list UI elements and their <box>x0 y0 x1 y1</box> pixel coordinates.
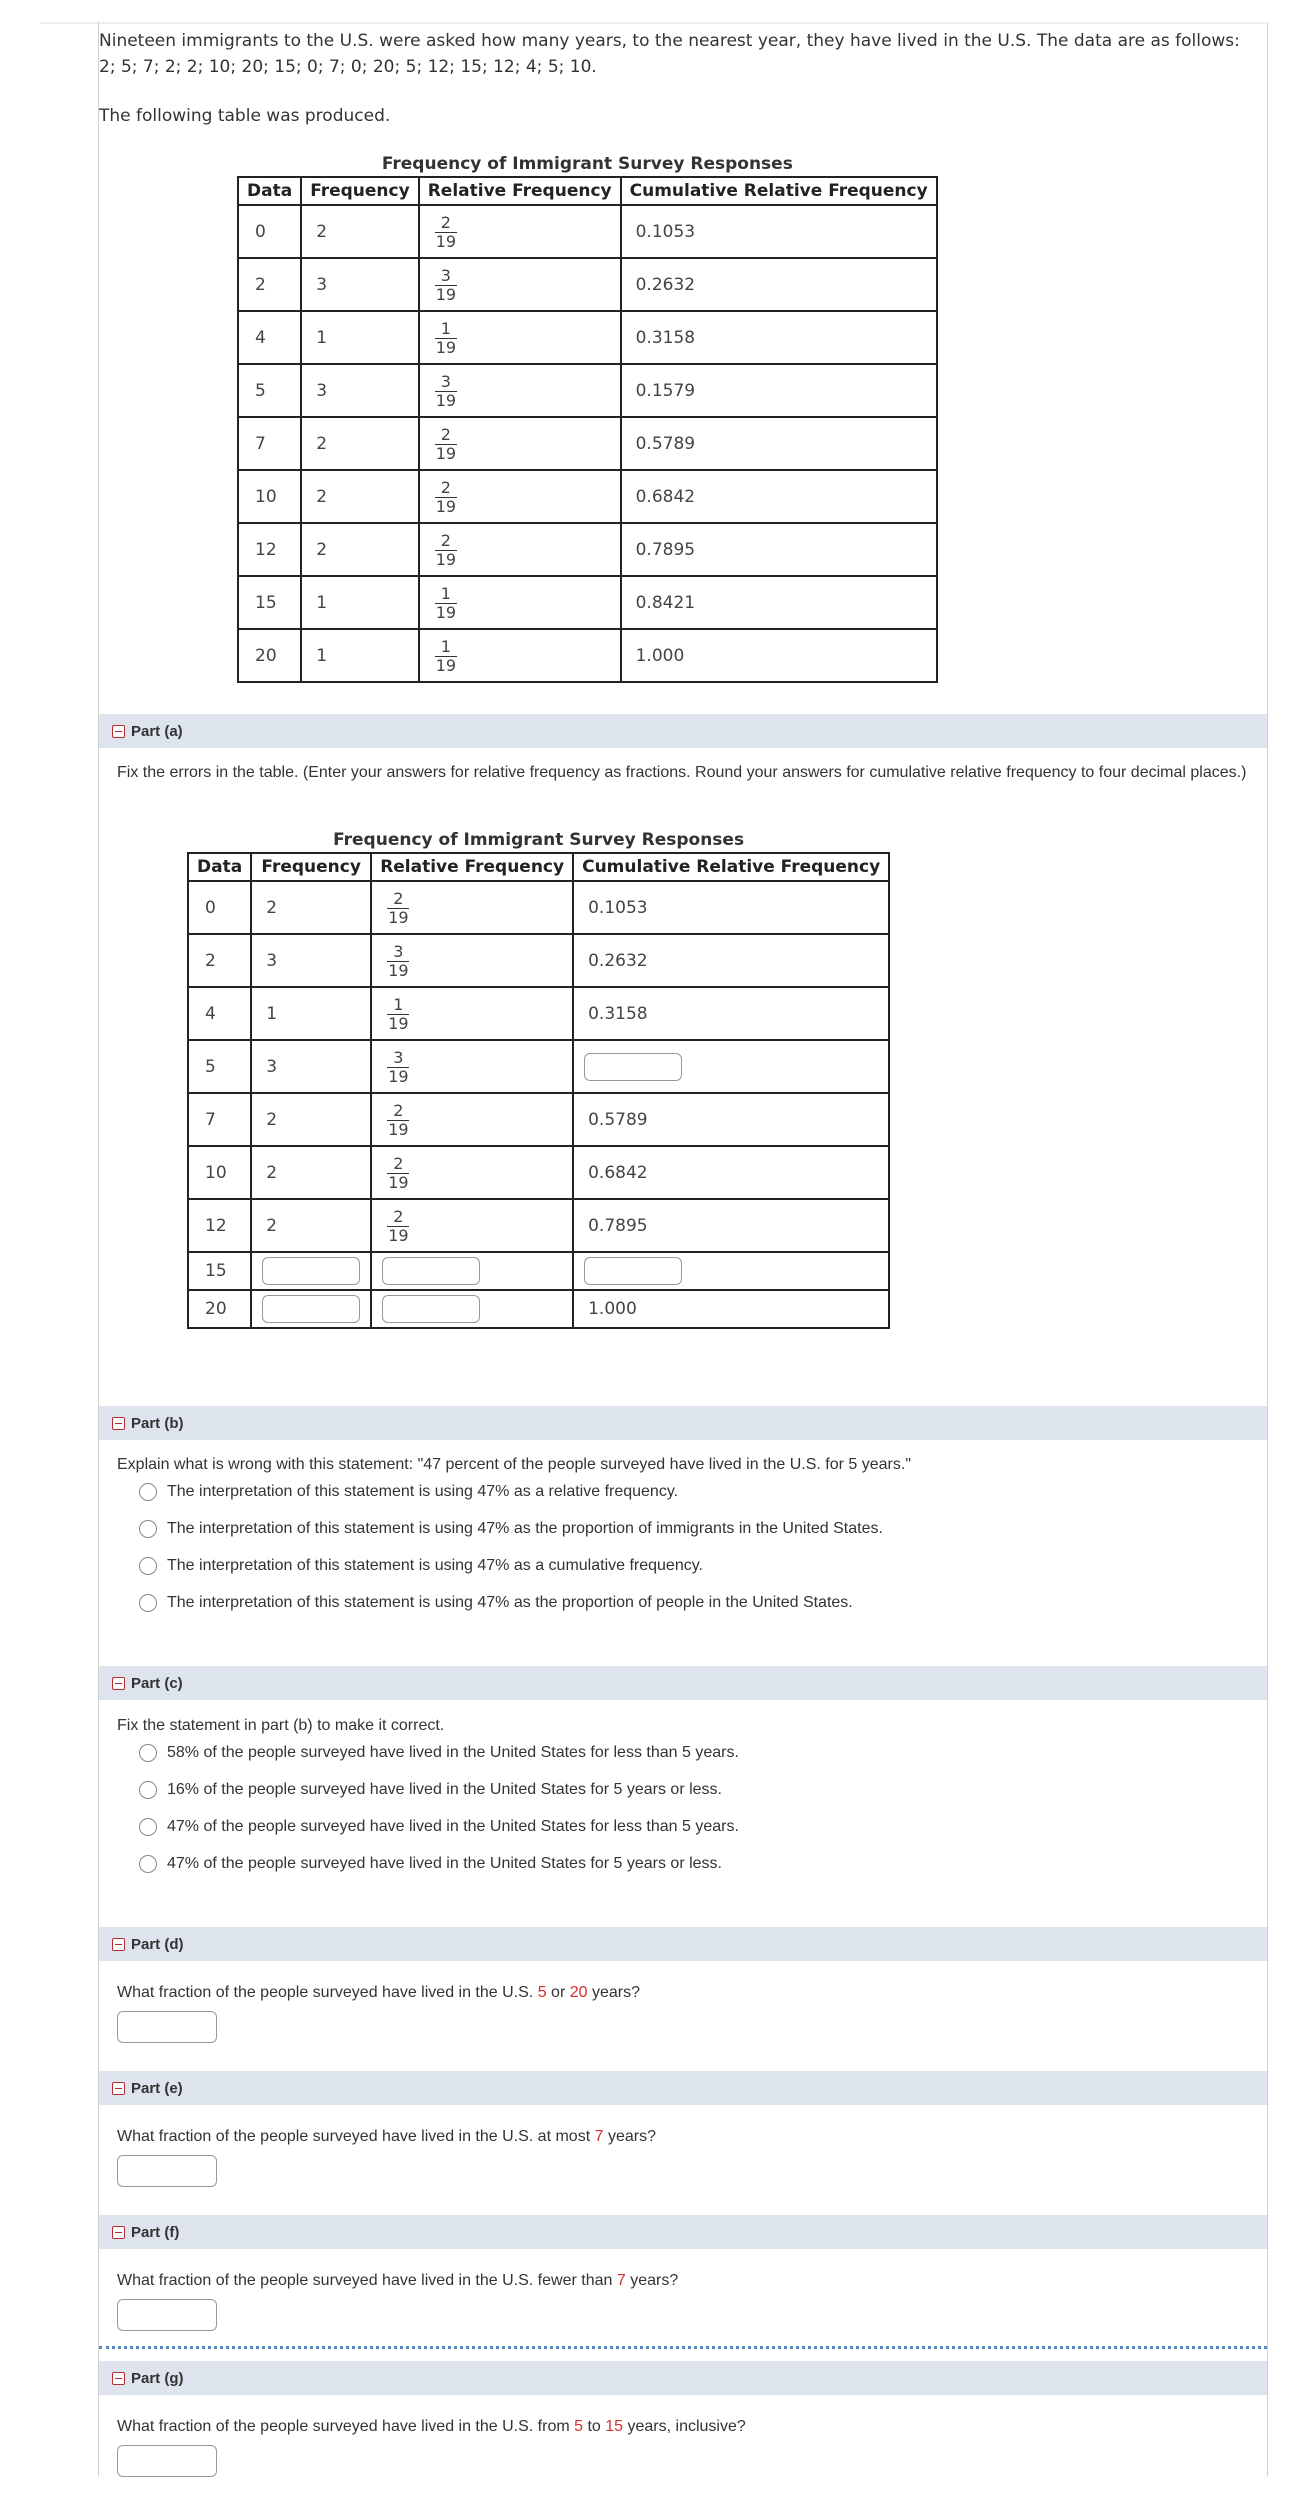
table-row <box>188 1252 889 1290</box>
intro-line-1: Nineteen immigrants to the U.S. were asked how many years, to the nearest year, they have lived in the U.S. The data are as follows: <box>99 31 1240 51</box>
part-g-answer-input[interactable] <box>117 2445 217 2477</box>
cell-cumulative-relative-frequency: 1.000 <box>621 629 937 682</box>
cell-relative-frequency <box>371 881 573 934</box>
header-frequency: Frequency <box>301 177 419 205</box>
radio-button-icon[interactable] <box>139 1744 157 1762</box>
fraction <box>434 638 458 675</box>
question-panel <box>98 22 1268 2476</box>
cell-data: 20 <box>238 629 301 682</box>
cell-frequency: 2 <box>251 1093 371 1146</box>
part-f-header[interactable] <box>99 2215 1267 2249</box>
fraction-denominator: 19 <box>388 960 409 980</box>
fraction-numerator: 2 <box>387 1208 409 1227</box>
cell-data: 2 <box>238 258 301 311</box>
fraction <box>386 943 410 980</box>
cell-cumulative-relative-frequency <box>573 1040 889 1093</box>
cell-cumulative-relative-frequency: 0.5789 <box>573 1093 889 1146</box>
table-row <box>188 987 889 1040</box>
part-a-frequency-table <box>187 852 890 1329</box>
fraction-denominator: 19 <box>435 549 457 569</box>
cell-relative-frequency <box>371 987 573 1040</box>
collapse-icon[interactable] <box>112 2226 125 2239</box>
cell-frequency: 2 <box>301 470 419 523</box>
table-row <box>188 1040 889 1093</box>
radio-button-icon[interactable] <box>139 1520 157 1538</box>
given-table-wrapper <box>237 152 938 683</box>
fraction-denominator: 19 <box>435 602 457 622</box>
section-divider <box>99 2346 1267 2349</box>
part-b-options <box>139 1473 883 1621</box>
part-c-options <box>139 1734 739 1882</box>
cell-relative-frequency <box>371 1252 573 1290</box>
cell-frequency: 3 <box>251 934 371 987</box>
fraction-numerator: 2 <box>387 1102 409 1121</box>
header-cumulative-relative-frequency: Cumulative Relative Frequency <box>621 177 937 205</box>
fraction <box>386 890 410 927</box>
part-e-label: Part (e) <box>131 2079 183 2097</box>
table-row <box>238 629 937 682</box>
cell-cumulative-relative-frequency: 0.7895 <box>621 523 937 576</box>
cell-data: 7 <box>188 1093 251 1146</box>
fraction-denominator: 19 <box>388 1172 409 1192</box>
cell-relative-frequency <box>419 311 621 364</box>
part-d-answer-input[interactable] <box>117 2011 217 2043</box>
part-f-question: What fraction of the people surveyed have lived in the U.S. fewer than 7 years? <box>117 2272 679 2289</box>
fraction-denominator: 19 <box>388 1119 409 1139</box>
cell-relative-frequency <box>371 1040 573 1093</box>
relative-frequency-input[interactable] <box>382 1257 480 1285</box>
radio-button-icon[interactable] <box>139 1781 157 1799</box>
part-f-label: Part (f) <box>131 2223 180 2241</box>
part-b-option-4[interactable]: The interpretation of this statement is using 47% as the proportion of people in the United States. <box>139 1584 883 1621</box>
frequency-input[interactable] <box>262 1257 360 1285</box>
intro-produced: The following table was produced. <box>99 106 391 126</box>
fraction <box>434 267 458 304</box>
cell-frequency: 2 <box>251 881 371 934</box>
cell-relative-frequency <box>419 258 621 311</box>
cell-data: 15 <box>188 1252 251 1290</box>
part-a-instructions: Fix the errors in the table. (Enter your answers for relative frequency as fractions. Round your answers for cumulative relative frequency to four decimal places.) <box>117 764 1247 781</box>
cell-cumulative-relative-frequency: 0.1579 <box>621 364 937 417</box>
cell-relative-frequency <box>371 1199 573 1252</box>
part-b-question: Explain what is wrong with this statement: "47 percent of the people surveyed have lived in the U.S. for 5 years." <box>117 1456 911 1473</box>
part-c-header[interactable] <box>99 1666 1267 1700</box>
collapse-icon[interactable] <box>112 1417 125 1430</box>
part-e-answer-input[interactable] <box>117 2155 217 2187</box>
relative-frequency-input[interactable] <box>382 1295 480 1323</box>
fraction-numerator: 3 <box>435 267 457 286</box>
collapse-icon[interactable] <box>112 2372 125 2385</box>
radio-button-icon[interactable] <box>139 1557 157 1575</box>
cell-relative-frequency <box>419 470 621 523</box>
cell-frequency: 2 <box>251 1199 371 1252</box>
fraction <box>386 996 410 1033</box>
fraction-numerator: 2 <box>387 1155 409 1174</box>
cell-cumulative-relative-frequency: 1.000 <box>573 1290 889 1328</box>
part-b-header[interactable] <box>99 1406 1267 1440</box>
table-row <box>188 1146 889 1199</box>
cell-frequency <box>251 1290 371 1328</box>
cell-frequency <box>251 1252 371 1290</box>
part-b-option-3[interactable]: The interpretation of this statement is using 47% as a cumulative frequency. <box>139 1547 883 1584</box>
table-row <box>188 881 889 934</box>
table-row <box>238 470 937 523</box>
cell-data: 20 <box>188 1290 251 1328</box>
cell-cumulative-relative-frequency: 0.3158 <box>573 987 889 1040</box>
fraction-numerator: 2 <box>435 532 457 551</box>
fraction <box>434 532 458 569</box>
collapse-icon[interactable] <box>112 1677 125 1690</box>
fraction <box>434 373 458 410</box>
table-row <box>188 1093 889 1146</box>
header-relative-frequency: Relative Frequency <box>371 853 573 881</box>
part-c-option-2[interactable]: 16% of the people surveyed have lived in the United States for 5 years or less. <box>139 1771 739 1808</box>
fraction-denominator: 19 <box>435 337 457 357</box>
cell-frequency: 2 <box>301 205 419 258</box>
fraction-numerator: 1 <box>387 996 409 1015</box>
cell-data: 5 <box>238 364 301 417</box>
cell-relative-frequency <box>419 576 621 629</box>
radio-button-icon[interactable] <box>139 1483 157 1501</box>
table-row <box>238 258 937 311</box>
table-row <box>238 523 937 576</box>
cell-data: 0 <box>238 205 301 258</box>
fraction <box>386 1208 410 1245</box>
intro-data-list: 2; 5; 7; 2; 2; 10; 20; 15; 0; 7; 0; 20; 5; 12; 15; 12; 4; 5; 10. <box>99 57 597 77</box>
cell-data: 12 <box>188 1199 251 1252</box>
cell-relative-frequency <box>419 417 621 470</box>
fraction <box>386 1102 410 1139</box>
cell-data: 15 <box>238 576 301 629</box>
part-d-label: Part (d) <box>131 1935 184 1953</box>
part-g-label: Part (g) <box>131 2369 184 2387</box>
cell-frequency: 2 <box>301 523 419 576</box>
table-row <box>238 364 937 417</box>
cell-cumulative-relative-frequency: 0.7895 <box>573 1199 889 1252</box>
fraction-numerator: 2 <box>435 214 457 233</box>
table-header-row <box>188 853 889 881</box>
header-relative-frequency: Relative Frequency <box>419 177 621 205</box>
table-row <box>238 311 937 364</box>
cell-cumulative-relative-frequency: 0.6842 <box>573 1146 889 1199</box>
collapse-icon[interactable] <box>112 2082 125 2095</box>
part-c-option-4[interactable]: 47% of the people surveyed have lived in the United States for 5 years or less. <box>139 1845 739 1882</box>
cell-data: 5 <box>188 1040 251 1093</box>
part-e-question: What fraction of the people surveyed have lived in the U.S. at most 7 years? <box>117 2128 656 2145</box>
part-a-table-wrapper <box>187 828 890 1329</box>
cell-cumulative-relative-frequency: 0.3158 <box>621 311 937 364</box>
part-a-table-title: Frequency of Immigrant Survey Responses <box>333 830 745 850</box>
cell-data: 2 <box>188 934 251 987</box>
fraction-denominator: 19 <box>435 284 457 304</box>
part-b-option-1[interactable]: The interpretation of this statement is using 47% as a relative frequency. <box>139 1473 883 1510</box>
cell-relative-frequency <box>371 934 573 987</box>
part-c-question: Fix the statement in part (b) to make it correct. <box>117 1717 445 1734</box>
radio-button-icon[interactable] <box>139 1855 157 1873</box>
fraction-denominator: 19 <box>435 390 457 410</box>
cell-frequency: 3 <box>301 258 419 311</box>
header-data: Data <box>188 853 251 881</box>
fraction-denominator: 19 <box>435 496 457 516</box>
part-d-header[interactable] <box>99 1927 1267 1961</box>
cell-data: 4 <box>188 987 251 1040</box>
cell-data: 10 <box>188 1146 251 1199</box>
fraction-denominator: 19 <box>435 443 457 463</box>
fraction-numerator: 2 <box>387 890 409 909</box>
cell-cumulative-relative-frequency: 0.1053 <box>573 881 889 934</box>
part-a-header[interactable] <box>99 714 1267 748</box>
cell-cumulative-relative-frequency <box>573 1252 889 1290</box>
fraction <box>386 1155 410 1192</box>
cell-frequency: 2 <box>251 1146 371 1199</box>
cell-data: 7 <box>238 417 301 470</box>
fraction-numerator: 1 <box>435 638 457 657</box>
fraction-denominator: 19 <box>388 907 409 927</box>
fraction-numerator: 3 <box>435 373 457 392</box>
cell-data: 10 <box>238 470 301 523</box>
fraction <box>386 1049 410 1086</box>
cell-frequency: 1 <box>301 629 419 682</box>
fraction <box>434 214 458 251</box>
table-row <box>188 934 889 987</box>
part-c-option-3[interactable]: 47% of the people surveyed have lived in the United States for less than 5 years. <box>139 1808 739 1845</box>
fraction-numerator: 1 <box>435 585 457 604</box>
table-header-row <box>238 177 937 205</box>
fraction-numerator: 1 <box>435 320 457 339</box>
cell-cumulative-relative-frequency: 0.8421 <box>621 576 937 629</box>
fraction-denominator: 19 <box>388 1066 409 1086</box>
cell-relative-frequency <box>371 1290 573 1328</box>
cell-frequency: 3 <box>301 364 419 417</box>
fraction-numerator: 3 <box>387 1049 409 1068</box>
table-row <box>188 1199 889 1252</box>
fraction-denominator: 19 <box>435 231 457 251</box>
part-e-header[interactable] <box>99 2071 1267 2105</box>
cell-relative-frequency <box>371 1146 573 1199</box>
cell-relative-frequency <box>419 523 621 576</box>
radio-button-icon[interactable] <box>139 1594 157 1612</box>
part-a-label: Part (a) <box>131 722 183 740</box>
cell-cumulative-relative-frequency: 0.5789 <box>621 417 937 470</box>
cell-cumulative-relative-frequency: 0.2632 <box>621 258 937 311</box>
part-c-option-1[interactable]: 58% of the people surveyed have lived in the United States for less than 5 years. <box>139 1734 739 1771</box>
cell-cumulative-relative-frequency: 0.1053 <box>621 205 937 258</box>
part-c-label: Part (c) <box>131 1674 183 1692</box>
table-row <box>238 576 937 629</box>
cell-frequency: 2 <box>301 417 419 470</box>
collapse-icon[interactable] <box>112 1938 125 1951</box>
frequency-input[interactable] <box>262 1295 360 1323</box>
table-row <box>238 205 937 258</box>
fraction <box>434 426 458 463</box>
fraction-denominator: 19 <box>388 1225 409 1245</box>
cell-data: 4 <box>238 311 301 364</box>
cumulative-frequency-input[interactable] <box>584 1257 682 1285</box>
cell-frequency: 3 <box>251 1040 371 1093</box>
cell-frequency: 1 <box>251 987 371 1040</box>
cell-relative-frequency <box>419 205 621 258</box>
part-g-header[interactable] <box>99 2361 1267 2395</box>
cell-cumulative-relative-frequency: 0.6842 <box>621 470 937 523</box>
part-b-label: Part (b) <box>131 1414 184 1432</box>
cell-relative-frequency <box>419 629 621 682</box>
cumulative-frequency-input[interactable] <box>584 1053 682 1081</box>
header-data: Data <box>238 177 301 205</box>
part-b-option-2[interactable]: The interpretation of this statement is using 47% as the proportion of immigrants in the United States. <box>139 1510 883 1547</box>
fraction-denominator: 19 <box>388 1013 409 1033</box>
cell-relative-frequency <box>371 1093 573 1146</box>
part-d-question: What fraction of the people surveyed have lived in the U.S. 5 or 20 years? <box>117 1984 640 2001</box>
cell-frequency: 1 <box>301 311 419 364</box>
table-row <box>238 417 937 470</box>
fraction <box>434 479 458 516</box>
given-table-title: Frequency of Immigrant Survey Responses <box>381 154 793 174</box>
radio-button-icon[interactable] <box>139 1818 157 1836</box>
fraction-numerator: 2 <box>435 426 457 445</box>
table-row <box>188 1290 889 1328</box>
header-frequency: Frequency <box>251 853 371 881</box>
fraction-numerator: 2 <box>435 479 457 498</box>
part-f-answer-input[interactable] <box>117 2299 217 2331</box>
fraction <box>434 320 458 357</box>
fraction <box>434 585 458 622</box>
given-frequency-table <box>237 176 938 683</box>
cell-frequency: 1 <box>301 576 419 629</box>
collapse-icon[interactable] <box>112 725 125 738</box>
cell-data: 0 <box>188 881 251 934</box>
cell-data: 12 <box>238 523 301 576</box>
intro-text <box>99 28 1267 80</box>
fraction-numerator: 3 <box>387 943 409 962</box>
header-cumulative-relative-frequency: Cumulative Relative Frequency <box>573 853 889 881</box>
cell-relative-frequency <box>419 364 621 417</box>
fraction-denominator: 19 <box>435 655 457 675</box>
cell-cumulative-relative-frequency: 0.2632 <box>573 934 889 987</box>
part-g-question: What fraction of the people surveyed have lived in the U.S. from 5 to 15 years, inclusive? <box>117 2418 746 2435</box>
